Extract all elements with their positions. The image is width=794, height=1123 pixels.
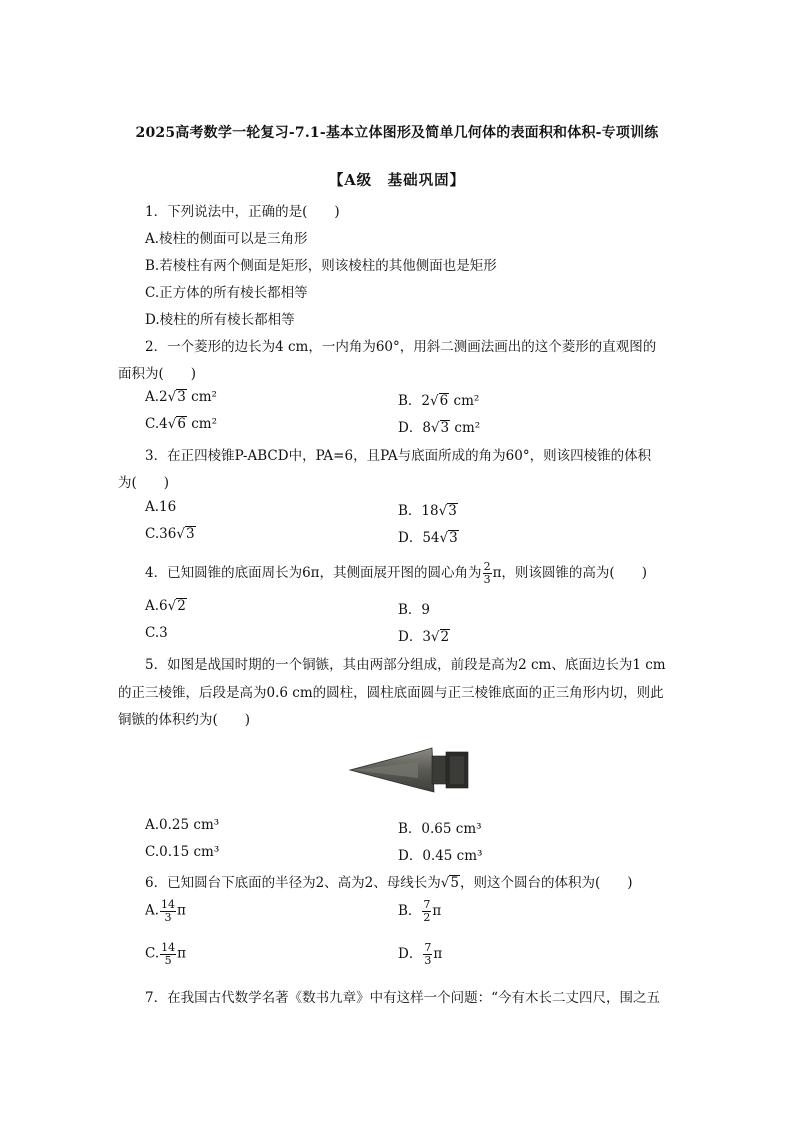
q4-stem: 4．已知圆锥的底面周长为6π，其侧面展开图的圆心角为 $\frac{2}{3}$ π，则该圆锥的高为( ) [145,560,647,586]
q5-stem-line3: 铜镞的体积约为( ) [118,712,251,728]
q1-stem: 1．下列说法中，正确的是( ) [145,204,340,220]
q6-option-a: A. $\frac{14}{3}$ π [145,898,186,924]
page-title: 2025高考数学一轮复习-7.1-基本立体图形及简单几何体的表面积和体积-专项训练 [135,125,659,141]
q2-option-b: B．2√6 cm² [398,393,480,409]
q5-option-b: B．0.65 cm³ [398,821,482,837]
q1-option-c: C.正方体的所有棱长都相等 [145,285,308,301]
q3-option-a: A.16 [145,499,177,515]
q2-stem-line2: 面积为( ) [118,366,197,382]
q4-fraction: $\frac{2}{3}$ [483,560,491,586]
q4-option-a: A.6√2 [145,598,186,614]
q3-option-c: C.36√3 [145,526,195,542]
q1-option-a: A.棱柱的侧面可以是三角形 [145,231,308,247]
section-heading: 【A级 基础巩固】 [328,172,466,189]
q4-option-b: B．9 [398,602,431,618]
q7-stem-line1: 7．在我国古代数学名著《数书九章》中有这样一个问题：“今有木长二丈四尺，围之五 [145,990,660,1006]
q2-option-d: D．8√3 cm² [398,420,481,436]
q5-option-d: D．0.45 cm³ [398,848,483,864]
q6-option-c: C. $\frac{14}{5}$ π [145,941,187,967]
bronze-arrowhead-image [348,744,476,796]
q3-stem-line2: 为( ) [118,475,170,491]
q2-stem-line1: 2．一个菱形的边长为4 cm，一内角为60°，用斜二测画法画出的这个菱形的直观图的 [145,339,657,355]
q4-option-c: C.3 [145,625,168,641]
q5-option-a: A.0.25 cm³ [145,817,220,833]
q6-option-d: D． $\frac{7}{3}$ π [398,941,443,967]
q3-option-d: D．54√3 [398,530,458,546]
q4-option-d: D．3√2 [398,629,450,645]
q2-option-a: A.2√3 cm² [145,389,217,405]
q5-option-c: C.0.15 cm³ [145,844,220,860]
q6-stem: 6．已知圆台下底面的半径为2、高为2、母线长为√5，则这个圆台的体积为( ) [145,875,633,891]
q6-option-b: B． $\frac{7}{2}$ π [398,898,442,924]
q5-stem-line1: 5．如图是战国时期的一个铜镞，其由两部分组成，前段是高为2 cm、底面边长为1 cm [145,657,666,673]
q3-stem-line1: 3．在正四棱锥P-ABCD中，PA=6，且PA与底面所成的角为60°，则该四棱锥的体积 [145,448,652,464]
q1-option-d: D.棱柱的所有棱长都相等 [145,312,295,328]
q1-option-b: B.若棱柱有两个侧面是矩形，则该棱柱的其他侧面也是矩形 [145,258,497,274]
q5-stem-line2: 的正三棱锥，后段是高为0.6 cm的圆柱，圆柱底面圆与正三棱锥底面的正三角形内切，则此 [118,685,664,701]
q2-option-c: C.4√6 cm² [145,416,218,432]
q3-option-b: B．18√3 [398,503,457,519]
